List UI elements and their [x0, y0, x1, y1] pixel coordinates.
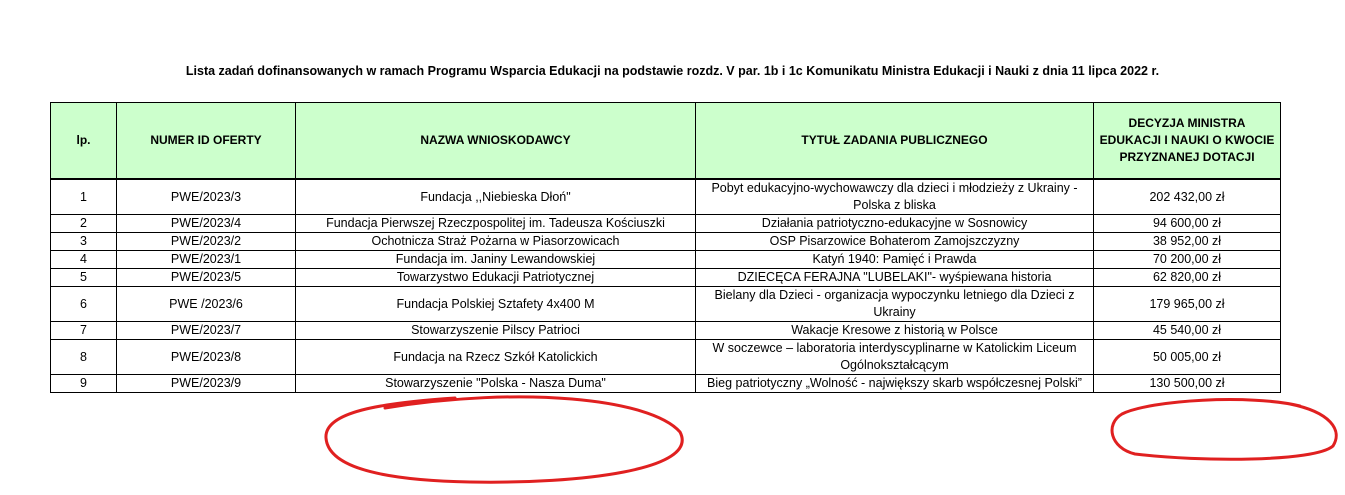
- cell-task-title: Działania patriotyczno-edukacyjne w Sosnowicy: [696, 215, 1094, 233]
- cell-offer-id: PWE /2023/6: [117, 287, 296, 322]
- cell-lp: 9: [51, 375, 117, 393]
- cell-task-title: Bielany dla Dzieci - organizacja wypoczynku letniego dla Dzieci z Ukrainy: [696, 287, 1094, 322]
- cell-lp: 1: [51, 179, 117, 215]
- cell-task-title: OSP Pisarzowice Bohaterom Zamojszczyzny: [696, 233, 1094, 251]
- cell-amount: 70 200,00 zł: [1094, 251, 1281, 269]
- cell-offer-id: PWE/2023/1: [117, 251, 296, 269]
- document-title: Lista zadań dofinansowanych w ramach Programu Wsparcia Edukacji na podstawie rozdz. V par. 1b i 1c Komunikatu Ministra Edukacji i Nauki z dnia 11 lipca 2022 r.: [185, 64, 1160, 78]
- cell-applicant: Fundacja ,,Niebieska Dłoń": [296, 179, 696, 215]
- cell-task-title: DZIECĘCA FERAJNA "LUBELAKI"- wyśpiewana historia: [696, 269, 1094, 287]
- table-row: [51, 251, 1281, 269]
- table-row: [51, 287, 1281, 322]
- table-row: [51, 375, 1281, 393]
- cell-applicant: Fundacja Polskiej Sztafety 4x400 M: [296, 287, 696, 322]
- red-circle-amount: [1112, 400, 1336, 460]
- red-circle-applicant: [326, 397, 682, 482]
- cell-task-title: Pobyt edukacyjno-wychowawczy dla dzieci i młodzieży z Ukrainy - Polska z bliska: [696, 179, 1094, 215]
- table-row: [51, 269, 1281, 287]
- cell-applicant: Stowarzyszenie Pilscy Patrioci: [296, 322, 696, 340]
- cell-amount: 179 965,00 zł: [1094, 287, 1281, 322]
- cell-amount: 94 600,00 zł: [1094, 215, 1281, 233]
- cell-amount: 62 820,00 zł: [1094, 269, 1281, 287]
- cell-amount: 38 952,00 zł: [1094, 233, 1281, 251]
- header-decision: DECYZJA MINISTRA EDUKACJI I NAUKI O KWOCIE PRZYZNANEJ DOTACJI: [1094, 103, 1281, 180]
- cell-lp: 7: [51, 322, 117, 340]
- cell-task-title: Wakacje Kresowe z historią w Polsce: [696, 322, 1094, 340]
- cell-offer-id: PWE/2023/8: [117, 340, 296, 375]
- header-task-title: TYTUŁ ZADANIA PUBLICZNEGO: [696, 103, 1094, 180]
- grants-table: [50, 102, 1281, 393]
- table-row: [51, 322, 1281, 340]
- cell-lp: 5: [51, 269, 117, 287]
- cell-amount: 130 500,00 zł: [1094, 375, 1281, 393]
- cell-offer-id: PWE/2023/3: [117, 179, 296, 215]
- cell-lp: 2: [51, 215, 117, 233]
- cell-amount: 50 005,00 zł: [1094, 340, 1281, 375]
- cell-offer-id: PWE/2023/4: [117, 215, 296, 233]
- cell-task-title: Katyń 1940: Pamięć i Prawda: [696, 251, 1094, 269]
- cell-lp: 6: [51, 287, 117, 322]
- cell-applicant: Ochotnicza Straż Pożarna w Piasorzowicach: [296, 233, 696, 251]
- cell-offer-id: PWE/2023/5: [117, 269, 296, 287]
- cell-applicant: Fundacja Pierwszej Rzeczpospolitej im. Tadeusza Kościuszki: [296, 215, 696, 233]
- header-lp: lp.: [51, 103, 117, 180]
- table-row: [51, 215, 1281, 233]
- cell-offer-id: PWE/2023/9: [117, 375, 296, 393]
- cell-applicant: Towarzystwo Edukacji Patriotycznej: [296, 269, 696, 287]
- cell-lp: 3: [51, 233, 117, 251]
- cell-lp: 8: [51, 340, 117, 375]
- table-header-row: [51, 103, 1281, 180]
- cell-lp: 4: [51, 251, 117, 269]
- table-row: [51, 340, 1281, 375]
- cell-task-title: W soczewce – laboratoria interdyscyplinarne w Katolickim Liceum Ogólnokształcącym: [696, 340, 1094, 375]
- table-row: [51, 233, 1281, 251]
- cell-applicant: Stowarzyszenie "Polska - Nasza Duma": [296, 375, 696, 393]
- table-row: [51, 179, 1281, 215]
- header-applicant: NAZWA WNIOSKODAWCY: [296, 103, 696, 180]
- cell-offer-id: PWE/2023/7: [117, 322, 296, 340]
- cell-task-title: Bieg patriotyczny „Wolność - największy skarb współczesnej Polski”: [696, 375, 1094, 393]
- cell-applicant: Fundacja im. Janiny Lewandowskiej: [296, 251, 696, 269]
- cell-offer-id: PWE/2023/2: [117, 233, 296, 251]
- cell-amount: 202 432,00 zł: [1094, 179, 1281, 215]
- header-offer-id: NUMER ID OFERTY: [117, 103, 296, 180]
- cell-applicant: Fundacja na Rzecz Szkół Katolickich: [296, 340, 696, 375]
- cell-amount: 45 540,00 zł: [1094, 322, 1281, 340]
